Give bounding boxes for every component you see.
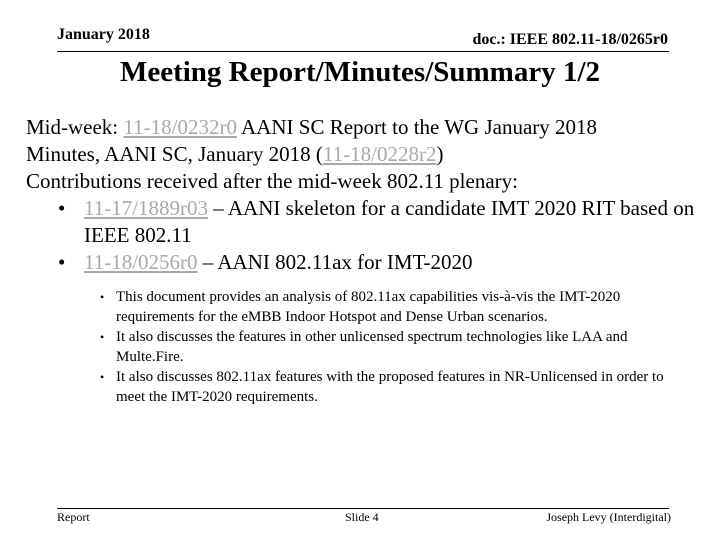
footer-author: Joseph Levy (Interdigital) [546, 510, 671, 524]
slide-body [26, 114, 706, 407]
sub-bullet-text: This document provides an analysis of 802.11ax capabilities vis-à-vis the IMT-2020 requirements for the eMBB Indoor Hotspot and Dense Urban scenarios. [116, 289, 621, 325]
bullet-icon: • [100, 370, 105, 384]
contribution-text: – AANI skeleton for a candidate IMT 2020 RIT based on IEEE 802.11 [84, 196, 695, 247]
footer-left: Report [57, 510, 90, 524]
list-item [26, 249, 704, 276]
contribution-doc-link[interactable]: 11-18/0256r0 [84, 250, 198, 274]
slide-number: Slide 4 [345, 510, 379, 524]
minutes-line [26, 141, 706, 168]
contributions-heading: Contributions received after the mid-week 802.11 plenary: [26, 169, 518, 193]
sub-list-item [26, 287, 696, 327]
header-doc-id: doc.: IEEE 802.11-18/0265r0 [472, 31, 668, 48]
sub-list-item [26, 367, 696, 407]
midweek-line [26, 114, 706, 141]
midweek-doc-link[interactable]: 11-18/0232r0 [123, 115, 237, 139]
footer-divider [57, 508, 669, 509]
slide-title: Meeting Report/Minutes/Summary 1/2 [119, 56, 601, 88]
header-date: January 2018 [57, 26, 150, 43]
midweek-prefix: Mid-week: [26, 115, 124, 139]
bullet-icon: • [100, 290, 105, 304]
sub-list-item [26, 327, 696, 367]
minutes-prefix: Minutes, AANI SC, January 2018 ( [26, 142, 323, 166]
contribution-text: – AANI 802.11ax for IMT-2020 [197, 250, 473, 274]
bullet-icon: • [58, 196, 66, 220]
minutes-suffix: ) [436, 142, 444, 166]
sub-bullet-text: It also discusses 802.11ax features with the proposed features in NR-Unlicensed in order to meet the IMT-2020 requirements. [116, 369, 664, 405]
sub-bullet-list [26, 287, 706, 407]
bullet-icon: • [100, 330, 105, 344]
midweek-suffix: AANI SC Report to the WG January 2018 [236, 115, 598, 139]
header-divider [57, 51, 669, 52]
sub-bullet-text: It also discusses the features in other unlicensed spectrum technologies like LAA and Multe.Fire. [116, 329, 628, 365]
minutes-doc-link[interactable]: 11-18/0228r2 [322, 142, 437, 166]
list-item [26, 195, 704, 249]
contribution-doc-link[interactable]: 11-17/1889r03 [84, 196, 209, 220]
bullet-icon: • [58, 250, 66, 274]
